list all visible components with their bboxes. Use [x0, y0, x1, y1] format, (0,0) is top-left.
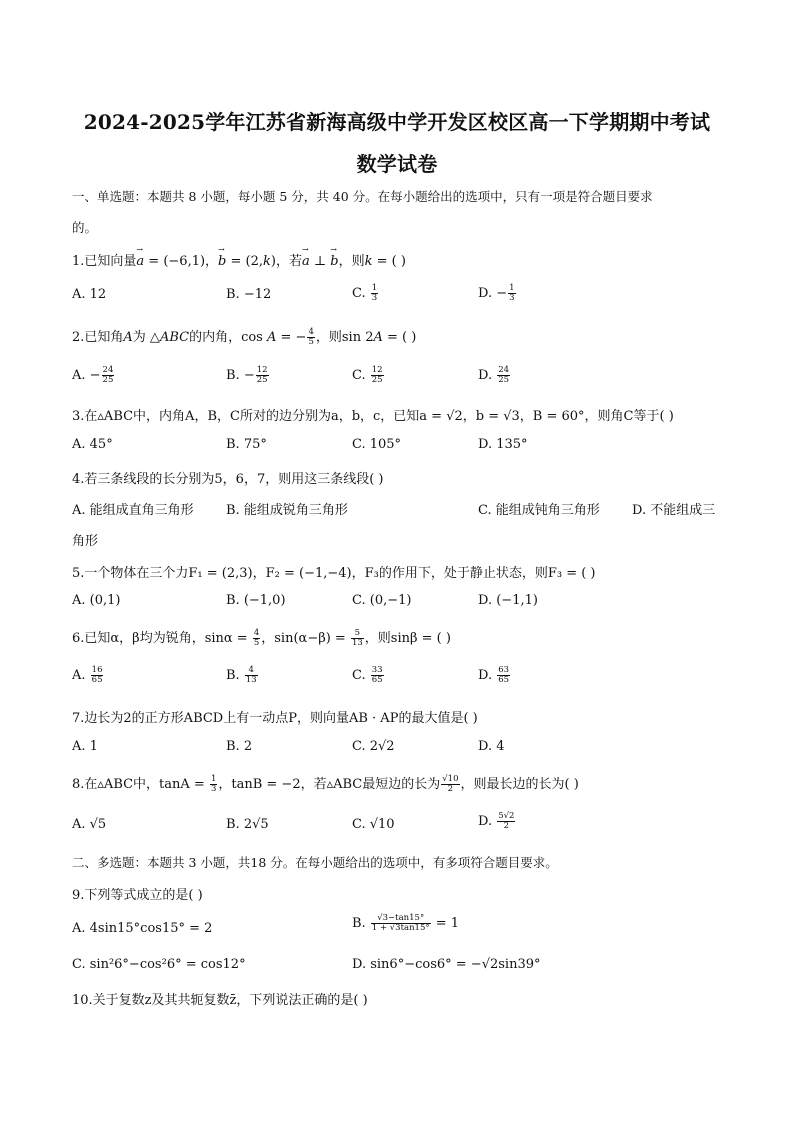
q8-option-b: B. 2√5	[226, 817, 269, 832]
section2-heading: 二、多选题：本题共 3 小题，共18 分。在每小题给出的选项中，有多项符合题目要求。	[72, 855, 558, 870]
exam-title: 2024-2025学年江苏省新海高级中学开发区校区高一下学期期中考试	[83, 110, 711, 134]
q5-option-b: B. (−1,0)	[226, 593, 286, 608]
q5-option-d: D. (−1,1)	[478, 593, 538, 608]
question-6-stem: 6.已知α，β均为锐角，sinα = $\frac{4}{5}$ ，sin(α−β) = $\frac{5}{13}$ ，则sinβ = ( )	[72, 628, 451, 648]
q3-option-a: A. 45°	[72, 437, 113, 452]
question-5-stem: 5.一个物体在三个力F₁ = (2,3)，F₂ = (−1,−4)，F₃的作用下，处于静止状态，则F₃ = ( )	[72, 566, 596, 581]
q2-option-a: A. − $\frac{24}{25}$	[72, 365, 114, 385]
q1-option-b: B. −12	[226, 287, 272, 302]
q7-option-c: C. 2√2	[352, 739, 395, 754]
q1-option-d: D. − $\frac{1}{3}$	[478, 283, 515, 303]
question-8-stem: 8.在▵ABC中，tanA = $\frac{1}{3}$ ，tanB = −2，若▵ABC最短边的长为 $\frac{√10}{2}$ ，则最长边的长为( )	[72, 774, 579, 794]
q7-option-d: D. 4	[478, 739, 505, 754]
q6-option-a: A. $\frac{16}{65}$	[72, 665, 103, 685]
q2-option-c: C. $\frac{12}{25}$	[352, 365, 383, 385]
question-9-stem: 9.下列等式成立的是( )	[72, 888, 203, 903]
q4-option-a: A. 能组成直角三角形	[72, 503, 194, 518]
q8-option-c: C. √10	[352, 817, 395, 832]
q3-option-d: D. 135°	[478, 437, 528, 452]
q2-option-d: D. $\frac{24}{25}$	[478, 365, 510, 385]
q2-option-b: B. − $\frac{12}{25}$	[226, 365, 268, 385]
q4-option-b: B. 能组成锐角三角形	[226, 503, 348, 518]
q1-option-a: A. 12	[72, 287, 107, 302]
question-3-stem: 3.在▵ABC中，内角A，B，C所对的边分别为a，b，c，已知a = √2，b = √3，B = 60°，则角C等于( )	[72, 409, 674, 424]
q7-option-b: B. 2	[226, 739, 253, 754]
q5-option-c: C. (0,−1)	[352, 593, 412, 608]
question-7-stem: 7.边长为2的正方形ABCD上有一动点P，则向量AB · AP的最大值是( )	[72, 711, 478, 726]
question-1-stem: 1.已知向量→ a = (−6,1)，→ b = (2,k)，若→ a ⊥ → b，则k = ( )	[72, 250, 406, 269]
q5-option-a: A. (0,1)	[72, 593, 121, 608]
exam-subtitle: 数学试卷	[356, 152, 438, 176]
q4-option-d-cont: 角形	[72, 534, 99, 549]
q9-option-a: A. 4sin15°cos15° = 2	[72, 921, 213, 936]
q8-option-d: D. $\frac{5√2}{2}$	[478, 811, 515, 831]
q9-option-d: D. sin6°−cos6° = −√2sin39°	[352, 957, 541, 972]
q9-option-c: C. sin²6°−cos²6° = cos12°	[72, 957, 246, 972]
section1-heading-cont: 的。	[72, 220, 98, 235]
q1-option-c: C. $\frac{1}{3}$	[352, 283, 378, 303]
q7-option-a: A. 1	[72, 739, 98, 754]
q9-option-b: B. $\frac{√3-\tan 15^\circ}{1 + √3\tan 15^\circ}$ = 1	[352, 913, 460, 933]
q4-option-d: D. 不能组成三	[632, 503, 716, 518]
q6-option-b: B. $\frac{4}{13}$	[226, 665, 257, 685]
question-4-stem: 4.若三条线段的长分别为5，6，7，则用这三条线段( )	[72, 472, 384, 487]
question-2-stem: 2.已知角A为 △ABC的内角，cos A = − $\frac{4}{5}$ ，则sin 2A = ( )	[72, 327, 417, 347]
q3-option-c: C. 105°	[352, 437, 402, 452]
question-10-stem: 10.关于复数z及其共轭复数z̄，下列说法正确的是( )	[72, 993, 368, 1008]
section1-heading: 一、单选题：本题共 8 小题，每小题 5 分，共 40 分。在每小题给出的选项中，只有一项是符合题目要求	[72, 189, 653, 204]
q6-option-c: C. $\frac{33}{65}$	[352, 665, 383, 685]
q4-option-c: C. 能组成钝角三角形	[478, 503, 600, 518]
q8-option-a: A. √5	[72, 817, 107, 832]
q6-option-d: D. $\frac{63}{65}$	[478, 665, 510, 685]
q3-option-b: B. 75°	[226, 437, 267, 452]
